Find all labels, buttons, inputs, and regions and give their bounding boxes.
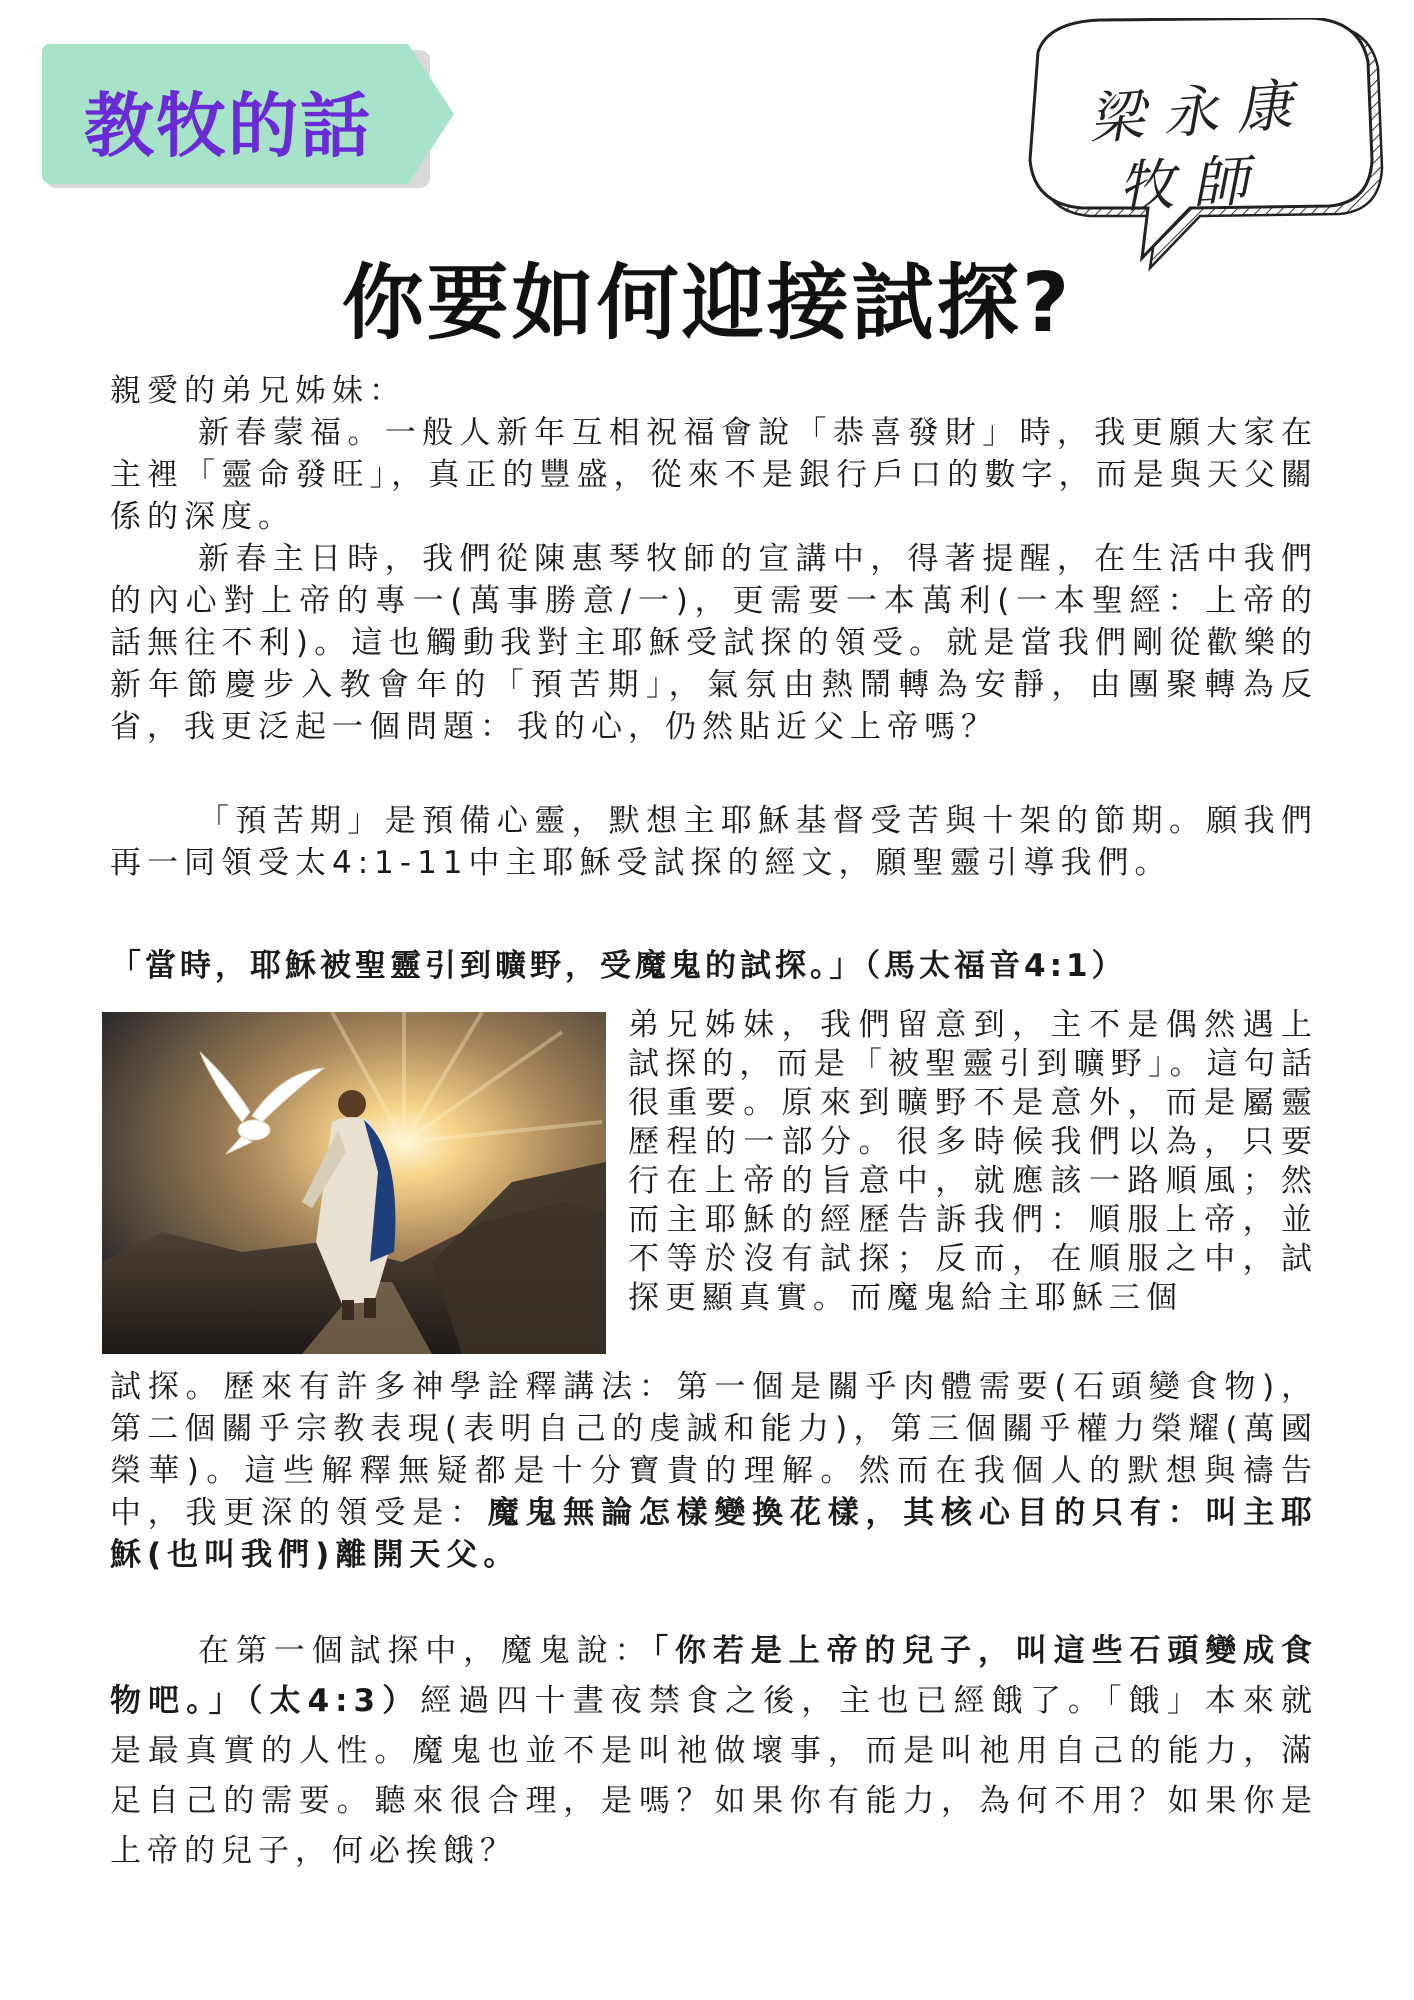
image-side-text: 弟兄姊妹，我們留意到，主不是偶然遇上試探的，而是「被聖靈引到曠野」。這句話很重要。原來到曠野不是意外，而是屬靈歷程的一部分。很多時候我們以為，只要行在上帝的旨意中，就應該一路順風；然而主耶穌的經歷告訴我們：順服上帝，並不等於沒有試探；反而，在順服之中，試探更顯真實。而魔鬼給主耶穌三個 — [628, 1007, 1318, 1316]
paragraph-3: 「預苦期」是預備心靈，默想主耶穌基督受苦與十架的節期。願我們再一同領受太4:1-11中主耶穌受試探的經文，願聖靈引導我們。 — [110, 803, 1318, 881]
jesus-wilderness-image — [102, 1012, 606, 1354]
final-rest: 經過四十晝夜禁食之後，主也已經餓了。「餓」本來就是最真實的人性。魔鬼也並不是叫祂做壞事，而是叫祂用自己的能力，滿足自己的需要。聽來很合理，是嗎？如果你有能力，為何不用？如果你是上帝的兒子，何必挨餓？ — [110, 1683, 1319, 1869]
continuation-emphasis: 魔鬼無論怎樣變換花樣，其核心目的只有：叫主耶穌(也叫我們)離開天父。 — [110, 1495, 1319, 1573]
signature-name: 梁永康 — [1086, 72, 1313, 153]
banner-title: 教牧的話 — [84, 85, 372, 167]
signature-title: 牧師 — [1116, 148, 1268, 221]
final-paragraph — [110, 1626, 1318, 1876]
paragraph-2: 新春主日時，我們從陳惠琴牧師的宣講中，得著提醒，在生活中我們的內心對上帝的專一(萬事勝意/一)，更需要一本萬利(一本聖經：上帝的話無往不利)。這也觸動我對主耶穌受試探的領受。就是當我們剛從歡樂的新年節慶步入教會年的「預苦期」，氣氛由熱鬧轉為安靜，由團聚轉為反省，我更泛起一個問題：我的心，仍然貼近父上帝嗎？ — [110, 541, 1318, 745]
continuation-paragraph — [110, 1366, 1318, 1576]
section-banner — [40, 42, 460, 192]
scripture-quote: 「當時，耶穌被聖靈引到曠野，受魔鬼的試探。」（馬太福音4:1） — [110, 948, 1127, 984]
continuation-text: 試探。歷來有許多神學詮釋講法：第一個是關乎肉體需要(石頭變食物)，第二個關乎宗教表現(表明自己的虔誠和能力)，第三個關乎權力榮耀(萬國榮華)。這些解釋無疑都是十分寶貴的理解。然而在我個人的默想與禱告中，我更深的領受是： — [110, 1369, 1318, 1531]
greeting: 親愛的弟兄姊妹： — [110, 373, 406, 409]
paragraph-1: 新春蒙福。一般人新年互相祝福會說「恭喜發財」時，我更願大家在主裡「靈命發旺」，真正的豐盛，從來不是銀行戶口的數字，而是與天父關係的深度。 — [110, 415, 1318, 535]
final-lead: 在第一個試探中，魔鬼說： — [198, 1633, 653, 1669]
final-quote: 「你若是上帝的兒子，叫這些石頭變成食物吧。」（太4:3） — [110, 1633, 1319, 1719]
page-title: 你要如何迎接試探? — [341, 256, 1073, 351]
